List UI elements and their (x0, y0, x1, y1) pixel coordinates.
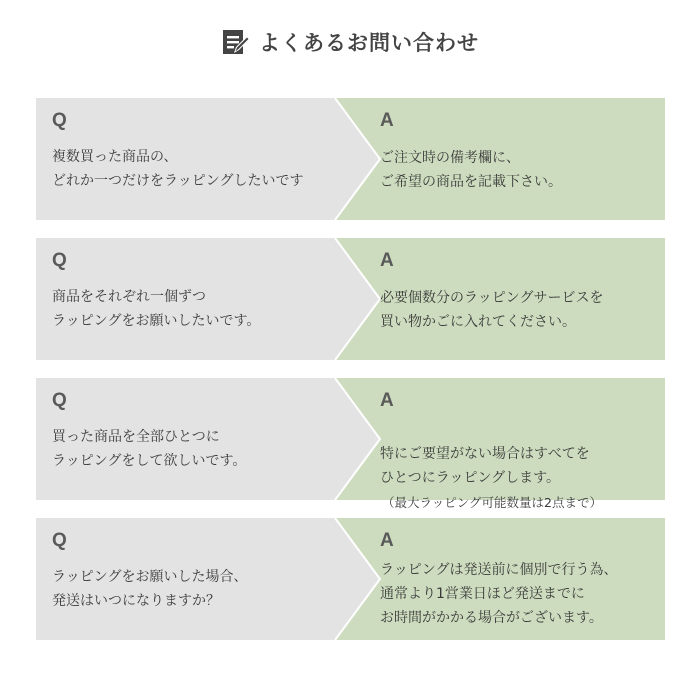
question-label: Q (52, 390, 67, 411)
question-label: Q (52, 110, 67, 131)
question-block (52, 98, 352, 220)
answer-block (380, 518, 665, 640)
answer-label: A (380, 110, 394, 131)
question-text: 商品をそれぞれ一個ずつ ラッピングをお願いしたいです。 (52, 289, 261, 329)
answer-text: 必要個数分のラッピングサービスを 買い物かごに入れてください。 (380, 290, 604, 330)
answer-text: 特にご要望がない場合はすべてを ひとつにラッピングします。 (380, 446, 590, 486)
answer-label: A (380, 530, 394, 551)
faq-item (36, 98, 665, 220)
answer-label: A (380, 390, 394, 411)
faq-item (36, 518, 665, 640)
answer-note: （最大ラッピング可能数量は2点まで） (382, 495, 602, 510)
faq-item (36, 378, 665, 510)
faq-list (36, 98, 665, 658)
question-text: 買った商品を全部ひとつに ラッピングをして欲しいです。 (52, 429, 247, 469)
question-block (52, 518, 352, 640)
answer-label: A (380, 250, 394, 271)
question-block (52, 378, 352, 500)
answer-block (380, 98, 665, 220)
memo-pencil-icon (221, 27, 251, 57)
question-label: Q (52, 250, 67, 271)
question-block (52, 238, 352, 360)
faq-item (36, 238, 665, 360)
question-text: ラッピングをお願いした場合、 発送はいつになりますか？ (52, 569, 248, 609)
page-title: よくあるお問い合わせ (259, 31, 479, 55)
answer-text: ご注文時の備考欄に、 ご希望の商品を記載下さい。 (380, 150, 562, 190)
answer-text: ラッピングは発送前に個別で行う為、 通常より1営業日ほど発送までに お時間がかかる場合がございます。 (380, 562, 618, 626)
question-label: Q (52, 530, 67, 551)
answer-block (380, 378, 665, 510)
answer-block (380, 238, 665, 360)
question-text: 複数買った商品の、 どれか一つだけをラッピングしたいです (52, 149, 304, 189)
page-header (0, 24, 700, 60)
